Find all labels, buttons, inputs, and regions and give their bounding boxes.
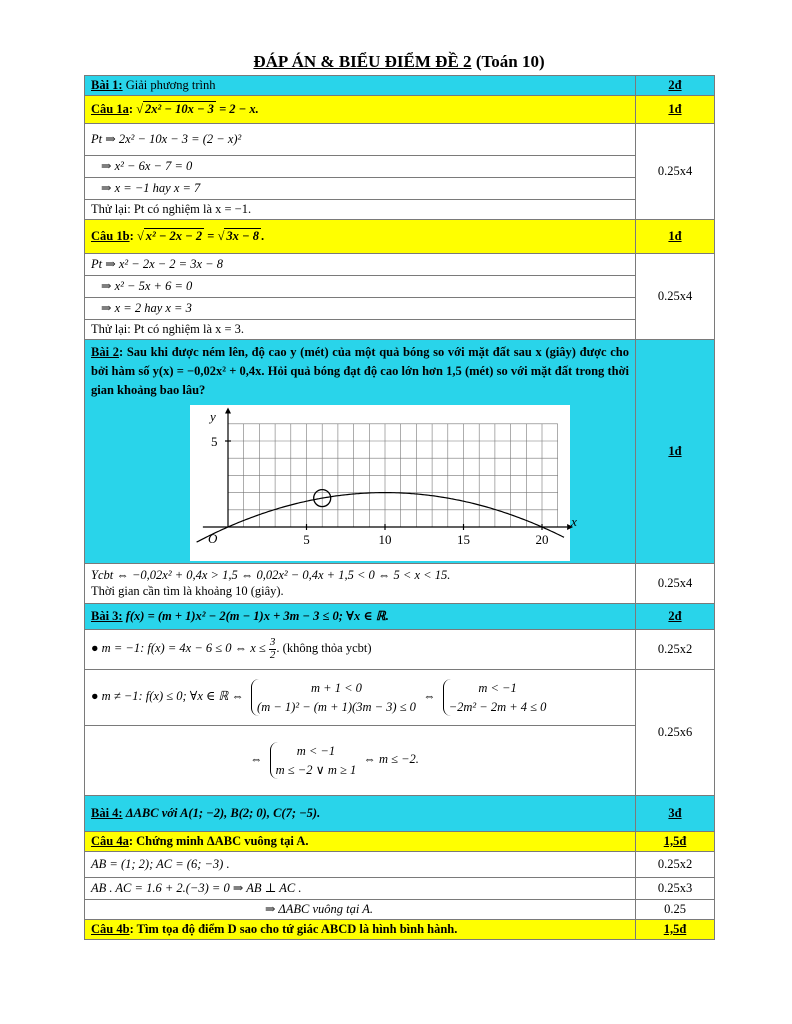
cau1a-line-1: Pt ⇒ 2x² − 10x − 3 = (2 − x)² 0.25x4	[85, 124, 715, 156]
bai4-score: 3đ	[636, 796, 715, 832]
chart-axes	[203, 408, 573, 531]
bai2-answer-score: 0.25x4	[636, 564, 715, 604]
cau4a-row-3: ⇒ ΔABC vuông tại A. 0.25	[85, 900, 715, 920]
y-axis-arrow	[225, 408, 231, 414]
cau1a-line-3: ⇒ x = −1 hay x = 7	[85, 178, 715, 200]
answer-key-table	[84, 75, 715, 940]
cau4a-row-1: AB = (1; 2); AC = (6; −3) . 0.25x2	[85, 852, 715, 878]
cau1a-line-4: Thử lại: Pt có nghiệm là x = −1.	[85, 200, 715, 220]
bai3-case1-row	[85, 630, 715, 670]
bai2-answer-row	[85, 564, 715, 604]
title-sub: (Toán 10)	[475, 52, 545, 71]
bai1-score: 2đ	[636, 76, 715, 96]
bai3-score: 2đ	[636, 604, 715, 630]
bai3-case1-score: 0.25x2	[636, 630, 715, 670]
bai2-answer: Ycbt ⇔ −0,02x² + 0,4x > 1,5 ⇔ 0,02x² − 0,4x + 1,5 < 0 ⇔ 5 < x < 15. Thời gian cần tìm là khoảng 10 (giây).	[85, 564, 636, 604]
cau1a-header-row	[85, 96, 715, 124]
y-tick-label: 5	[211, 434, 218, 450]
origin-label: O	[208, 531, 218, 547]
x-tick-label: 5	[303, 532, 310, 548]
x-tick-label: 20	[535, 532, 549, 548]
bai3-case2-score: 0.25x6	[636, 670, 715, 796]
bai4-header-row	[85, 796, 715, 832]
cau1b-line-score: 0.25x4	[636, 254, 715, 340]
bai1-header: Bài 1: Giải phương trình	[85, 76, 636, 96]
bai3-case2: ● m ≠ −1: f(x) ≤ 0; ∀x ∈ ℝ ⇔ m + 1 < 0 (m − 1)² − (m + 1)(3m − 3) ≤ 0 ⇔ m < −1 −2m² − 2m + 4 ≤ 0	[85, 670, 636, 726]
bai2-score: 1đ	[636, 340, 715, 564]
cau4b-score: 1,5đ	[636, 920, 715, 940]
bai3-case2-cont-row	[85, 726, 715, 796]
bai3-case1: ● m = −1: f(x) = 4x − 6 ≤ 0 ⇔ x ≤ $\frac{3}{2}$ . (không thỏa ycbt)	[85, 630, 636, 670]
bai3-case2-cont: ⇔ m < −1 m ≤ −2 ∨ m ≥ 1 ⇔ m ≤ −2.	[85, 726, 636, 796]
cau4a-row-2: AB . AC = 1.6 + 2.(−3) = 0 ⇒ AB ⊥ AC . 0.25x3	[85, 878, 715, 900]
x-axis-label: x	[571, 514, 577, 530]
cau1b-header: Câu 1b: √ x² − 2x − 2 = √ 3x − 8 .	[85, 220, 636, 254]
cau1b-score: 1đ	[636, 220, 715, 254]
cau1b-header-row	[85, 220, 715, 254]
title-main: ĐÁP ÁN & BIỂU ĐIỂM ĐỀ 2	[253, 52, 472, 71]
cau4b-header: Câu 4b: Tìm tọa độ điểm D sao cho tứ giác ABCD là hình bình hành.	[85, 920, 636, 940]
cau4a-header-row	[85, 832, 715, 852]
bai3-case2-row	[85, 670, 715, 726]
cau1a-header: Câu 1a: √ 2x² − 10x − 3 = 2 − x.	[85, 96, 636, 124]
bai2-row	[85, 340, 715, 564]
bai4-header: Bài 4: ΔABC với A(1; −2), B(2; 0), C(7; −5).	[85, 796, 636, 832]
cau1a-score: 1đ	[636, 96, 715, 124]
cau1b-line-1: Pt ⇒ x² − 2x − 2 = 3x − 8 0.25x4	[85, 254, 715, 276]
bai3-header: Bài 3: f(x) = (m + 1)x² − 2(m − 1)x + 3m − 3 ≤ 0; ∀x ∈ ℝ.	[85, 604, 636, 630]
bai3-header-row	[85, 604, 715, 630]
cau1a-line-2: ⇒ x² − 6x − 7 = 0	[85, 156, 715, 178]
cau1b-line-4: Thử lại: Pt có nghiệm là x = 3.	[85, 320, 715, 340]
chart-grid	[228, 424, 558, 527]
cau4a-score: 1,5đ	[636, 832, 715, 852]
y-axis-label: y	[210, 409, 216, 425]
cau4b-header-row	[85, 920, 715, 940]
x-tick-label: 15	[457, 532, 470, 548]
x-tick-label: 10	[378, 532, 392, 548]
cau1b-line-2: ⇒ x² − 5x + 6 = 0	[85, 276, 715, 298]
cau1b-line-3: ⇒ x = 2 hay x = 3	[85, 298, 715, 320]
page-title	[84, 52, 714, 72]
bai1-header-row	[85, 76, 715, 96]
bai2-question: Bài 2: Sau khi được ném lên, độ cao y (mét) của một quả bóng so với mặt đất sau x (giây) được cho bởi hàm số y(x) = −0,02x² + 0,4x. Hỏi quả bóng đạt độ cao lớn hơn 1,5 (mét) so với mặt đất trong thời gian khoảng bao lâu? y x O 5 5 10 15 20	[85, 340, 636, 564]
cau1a-line-score: 0.25x4	[636, 124, 715, 220]
cau4a-header: Câu 4a: Chứng minh ΔABC vuông tại A.	[85, 832, 636, 852]
